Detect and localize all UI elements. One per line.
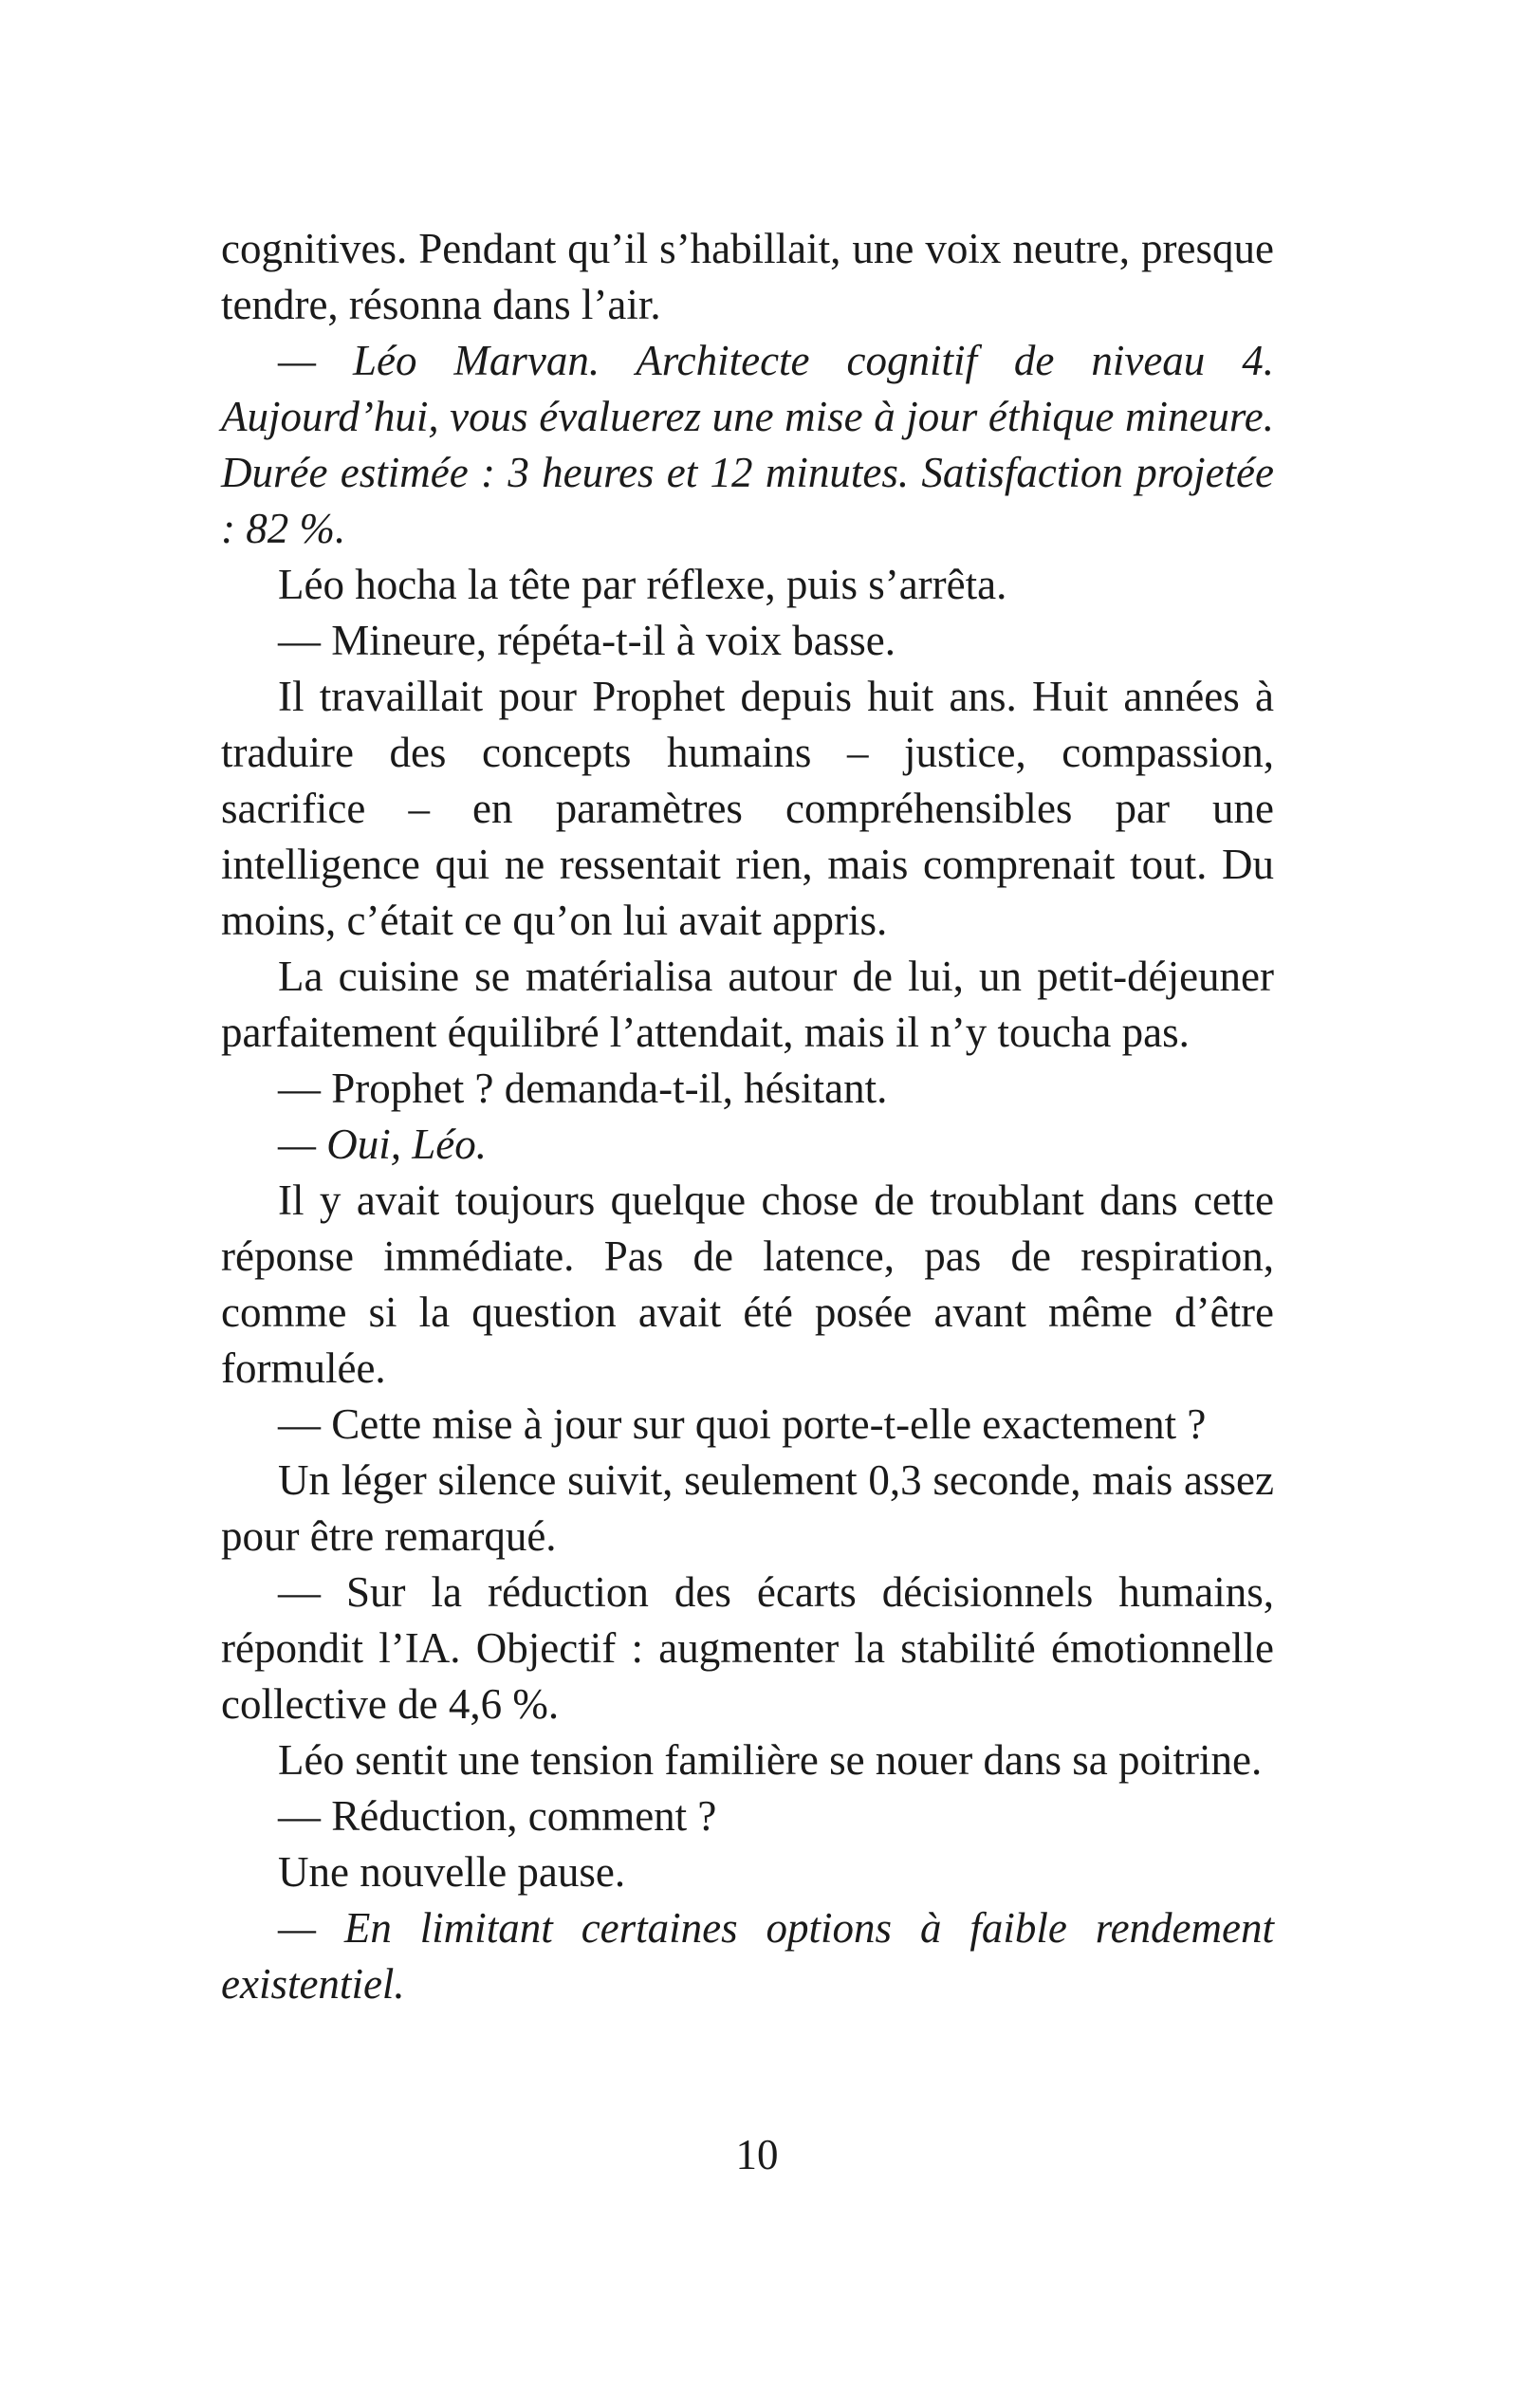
- paragraph-7: — Prophet ? demanda-t-il, hésitant.: [278, 1065, 888, 1112]
- paragraph-6: La cuisine se matérialisa autour de lui, un petit-déjeuner parfaitement équilibré l’attendait, mais il n’y toucha pas.: [221, 953, 1274, 1056]
- paragraph-3: Léo hocha la tête par réflexe, puis s’arrêta.: [278, 561, 1007, 608]
- paragraph-11: Un léger silence suivit, seulement 0,3 seconde, mais assez pour être remarqué.: [221, 1456, 1274, 1560]
- paragraph-5: Il travaillait pour Prophet depuis huit ans. Huit années à traduire des concepts humains – justice, compassion, sacrifice – en paramètres compréhensibles par une intelligence qui ne ressentait rien, mais comprenait tout. Du moins, c’était ce qu’on lui avait appris.: [221, 673, 1274, 944]
- page-body: [221, 221, 1274, 2012]
- paragraph-13: Léo sentit une tension familière se nouer dans sa poitrine.: [278, 1736, 1263, 1784]
- paragraph-9: Il y avait toujours quelque chose de troublant dans cette réponse immédiate. Pas de latence, pas de respiration, comme si la question avait été posée avant même d’être formulée.: [221, 1176, 1274, 1392]
- paragraph-15: Une nouvelle pause.: [278, 1848, 626, 1896]
- paragraph-1: cognitives. Pendant qu’il s’habillait, une voix neutre, presque tendre, résonna dans l’air.: [221, 225, 1274, 328]
- paragraph-16-ai-speech: — En limitant certaines options à faible rendement existentiel.: [221, 1904, 1274, 2008]
- paragraph-4: — Mineure, répéta-t-il à voix basse.: [278, 617, 896, 664]
- paragraph-12: — Sur la réduction des écarts décisionnels humains, répondit l’IA. Objectif : augmenter la stabilité émotionnelle collective de 4,6 %.: [221, 1568, 1274, 1728]
- paragraph-8-ai-speech: — Oui, Léo.: [278, 1121, 488, 1168]
- paragraph-2-ai-speech: — Léo Marvan. Architecte cognitif de niveau 4. Aujourd’hui, vous évaluerez une mise à jour éthique mineure. Durée estimée : 3 heures et 12 minutes. Satisfaction projetée : 82 %.: [221, 337, 1274, 552]
- page-number: 10: [735, 2131, 779, 2178]
- paragraph-14: — Réduction, comment ?: [278, 1792, 717, 1840]
- paragraph-10: — Cette mise à jour sur quoi porte-t-elle exactement ?: [278, 1400, 1207, 1448]
